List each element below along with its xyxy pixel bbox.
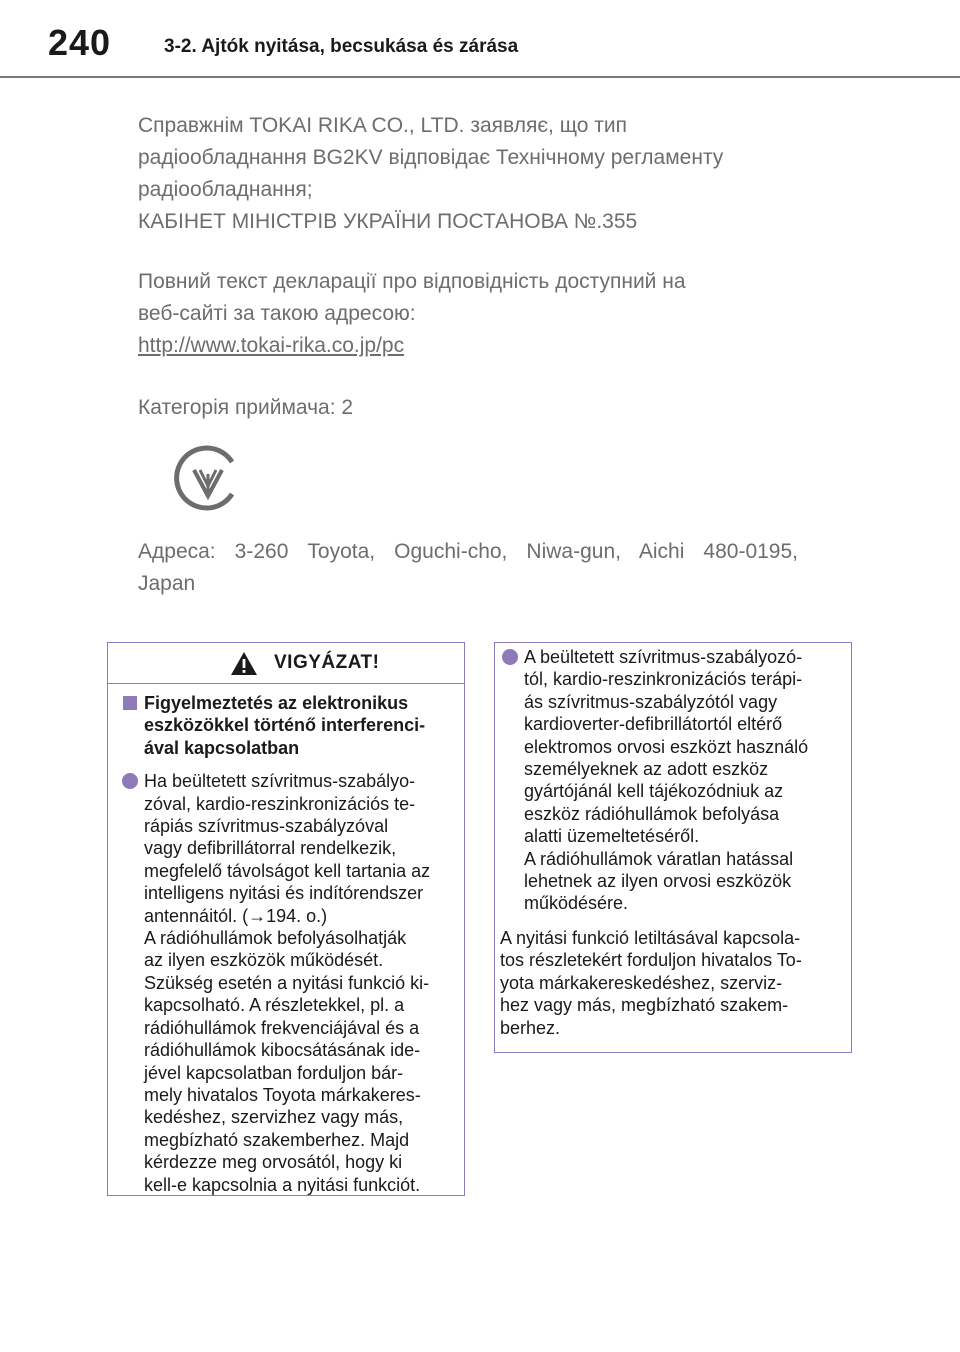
ukrainian-conformity-mark-icon — [170, 440, 246, 516]
ukrainian-declaration — [138, 110, 798, 424]
warning-triangle-icon — [230, 651, 258, 676]
page-reference-link[interactable]: antennáitól. (→194. o.) — [144, 905, 328, 926]
fulltext-notice-line: Повний текст декларації про відповідність доступний на — [138, 270, 686, 293]
page-header — [0, 0, 960, 78]
manufacturer-address — [138, 536, 798, 600]
round-bullet-icon — [122, 773, 138, 789]
declaration-line: КАБІНЕТ МІНІСТРІВ УКРАЇНИ ПОСТАНОВА №.355 — [138, 210, 638, 233]
warning-heading: Figyelmeztetés az elektronikus eszközökkel történő interferenci- ával kapcsolatban — [120, 692, 454, 759]
declaration-line: радіообладнання; — [138, 178, 313, 201]
square-bullet-icon — [123, 696, 137, 710]
warning-box — [107, 642, 465, 1196]
disable-function-paragraph: A nyitási funkció letiltásával kapcsola- tos részletekért forduljon hivatalos To- yota márkakereskedéshez, szerviz- hez vagy más, megbízható szakem- berhez. — [500, 927, 802, 1038]
header-divider — [0, 76, 960, 78]
warning-paragraph: Ha beültetett szívritmus-szabályo- zóval, kardio-reszinkronizációs te- rápiás szívritmus-szabályzóval vagy defibrillátorral rendelkezik, megfelelő távolságot kell tartania az intelligens nyitási és indítórendszer antennáitól. (→194. o.) A rádióhullámok befolyásolhatják az ilyen eszközök működését. Szükség esetén a nyitási funkció ki- kapcsolható. A részletekkel, pl. a rádióhullámok frekvenciájával és a rádióhullámok kibocsátásának ide- jével kapcsolatban forduljon bár- mely hivatalos Toyota márkakeres- kedéshez, szervizhez vagy más, megbízható szakemberhez. Majd kérdezze meg orvosától, hogy ki kell-e kapcsolnia a nyitási funkciót. — [120, 770, 454, 1196]
receiver-category: Категорія приймача: 2 — [138, 396, 354, 419]
section-title: 3-2. Ajtók nyitása, becsukása és zárása — [164, 36, 519, 57]
warning-header — [108, 643, 464, 684]
declaration-url-link[interactable]: http://www.tokai-rika.co.jp/pc — [138, 334, 405, 357]
declaration-line: радіообладнання BG2KV відповідає Технічному регламенту — [138, 146, 724, 169]
round-bullet-icon — [502, 649, 518, 665]
page-number: 240 — [48, 22, 112, 63]
address-line: Japan — [138, 572, 196, 595]
fulltext-notice-line: веб-сайті за такою адресою: — [138, 302, 416, 325]
declaration-line: Справжнім TOKAI RIKA CO., LTD. заявляє, що тип — [138, 114, 627, 137]
medical-device-paragraph: A beültetett szívritmus-szabályozó- tól, kardio-reszinkronizációs terápi- ás szívritmus-szabályzótól vagy kardioverter-defibrillátortól eltérő elektromos orvosi eszközt használó személyeknek az adott eszköz gyártójánál kell tájékozódniuk az eszköz rádióhullámok befolyása alatti üzemeltetéséről. A rádióhullámok váratlan hatással lehetnek az ilyen orvosi eszközök működésére. — [500, 646, 841, 915]
address-line: Адреса: 3-260 Toyota, Oguchi-cho, Niwa-gun, Aichi 480-0195, — [138, 540, 798, 563]
warning-title: VIGYÁZAT! — [274, 652, 380, 673]
warning-box-continued — [494, 642, 852, 1053]
